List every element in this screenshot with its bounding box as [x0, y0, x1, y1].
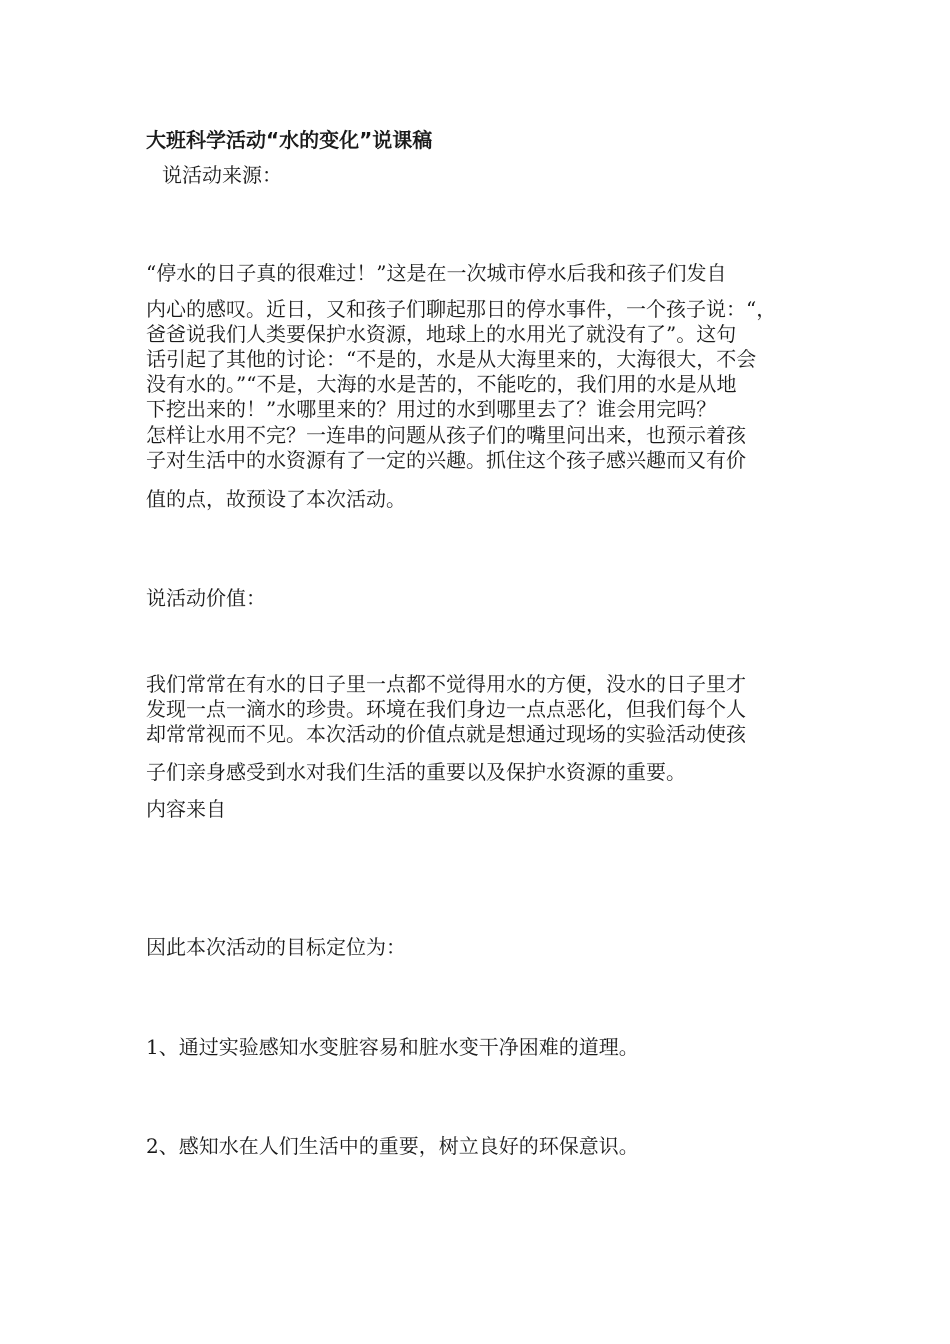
source-line-4: 话引起了其他的讨论：“不是的，水是从大海里来的，大海很大，不会: [146, 347, 757, 371]
source-line-6: 下挖出来的！”水哪里来的？用过的水到哪里去了？谁会用完吗？: [146, 397, 717, 421]
source-line-5: 没有水的。”“不是，大海的水是苦的，不能吃的，我们用的水是从地: [146, 372, 737, 396]
source-heading: 说活动来源：: [162, 163, 282, 187]
value-line-1: 我们常常在有水的日子里一点都不觉得用水的方便，没水的日子里才: [146, 672, 746, 696]
value-line-2: 发现一点一滴水的珍贵。环境在我们身边一点点恶化，但我们每个人: [146, 697, 746, 721]
source-line-3: 爸爸说我们人类要保护水资源，地球上的水用光了就没有了”。这句: [146, 322, 737, 346]
content-source-text: 内容来自: [146, 797, 226, 821]
value-line-4: 子们亲身感受到水对我们生活的重要以及保护水资源的重要。: [146, 760, 686, 784]
value-line-3: 却常常视而不见。本次活动的价值点就是想通过现场的实验活动使孩: [146, 722, 746, 746]
goal-intro: 因此本次活动的目标定位为：: [146, 935, 406, 959]
goal-item-1: 1、通过实验感知水变脏容易和脏水变干净困难的道理。: [146, 1035, 639, 1059]
document-title: 大班科学活动“水的变化”说课稿: [146, 128, 433, 152]
goal-item-2: 2、感知水在人们生活中的重要，树立良好的环保意识。: [146, 1134, 639, 1158]
value-heading: 说活动价值：: [146, 586, 266, 610]
source-line-9: 值的点，故预设了本次活动。: [146, 487, 406, 511]
source-line-8: 子对生活中的水资源有了一定的兴趣。抓住这个孩子感兴趣而又有价: [146, 448, 746, 472]
source-line-1: “停水的日子真的很难过！”这是在一次城市停水后我和孩子们发自: [146, 261, 727, 285]
source-line-2: 内心的感叹。近日，又和孩子们聊起那日的停水事件，一个孩子说：“，: [146, 297, 777, 321]
source-line-7: 怎样让水用不完？一连串的问题从孩子们的嘴里问出来，也预示着孩: [146, 423, 746, 447]
